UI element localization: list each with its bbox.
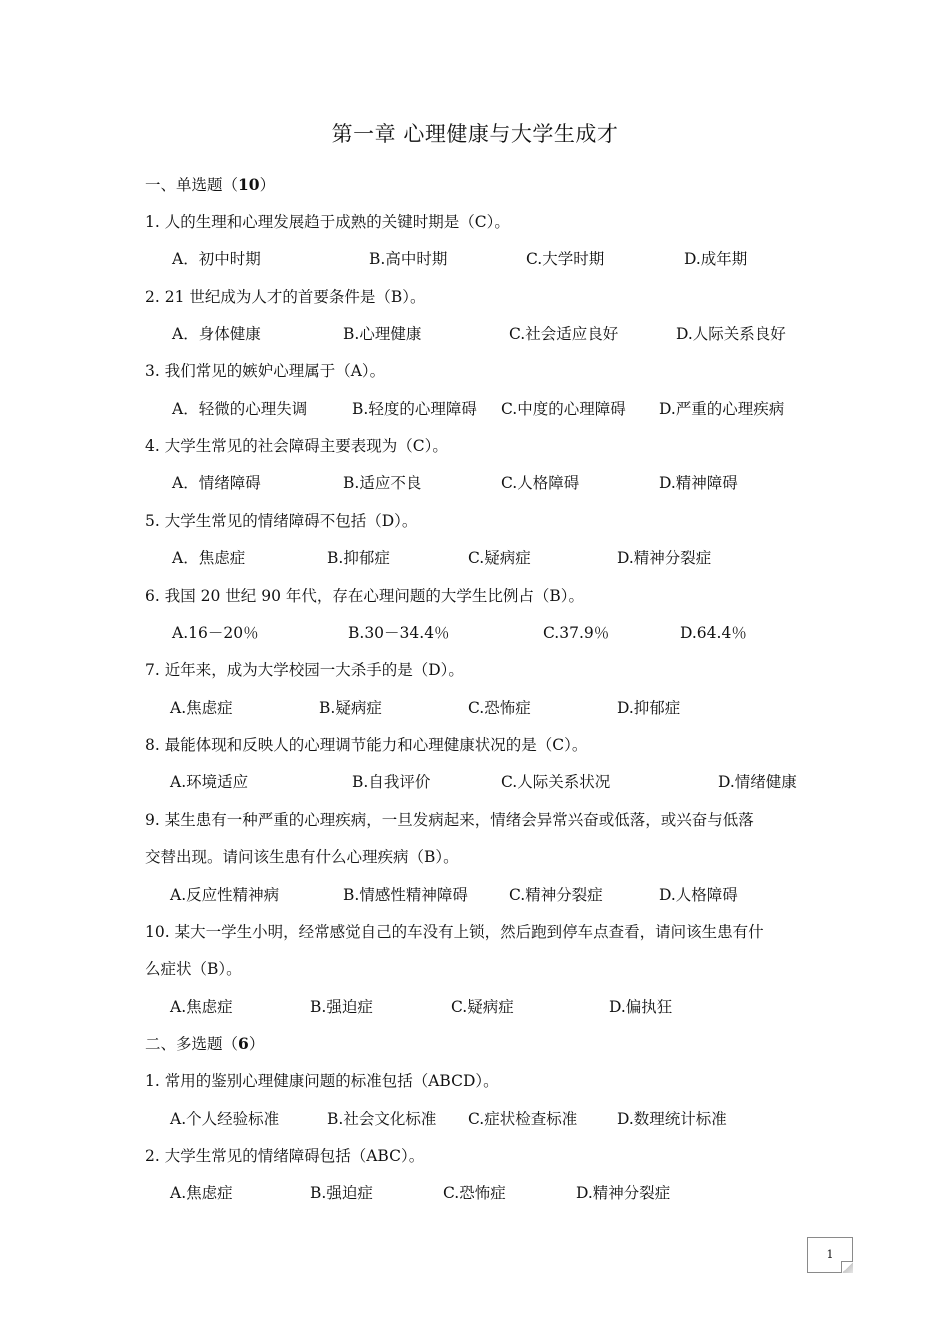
option-c: C.中度的心理障碍 — [501, 400, 626, 418]
option-b: B.抑郁症 — [327, 549, 390, 567]
option-d: D.抑郁症 — [617, 699, 681, 717]
option-c: C.37.9％ — [543, 624, 610, 642]
multi-question-2: 2. 大学生常见的情绪障碍包括（ABC）。 — [145, 1147, 425, 1165]
page-title: 第一章 心理健康与大学生成才 — [331, 122, 619, 146]
option-d: D.精神分裂症 — [576, 1184, 671, 1202]
question-2: 2. 21 世纪成为人才的首要条件是（B）。 — [145, 288, 426, 306]
section-heading-single-choice — [145, 175, 275, 195]
section-heading-suffix: ） — [248, 1035, 265, 1053]
option-a: A．轻微的心理失调 — [172, 400, 308, 418]
option-c: C.精神分裂症 — [509, 886, 603, 904]
section-heading-multiple-choice — [145, 1034, 264, 1054]
option-c: C.人格障碍 — [501, 474, 580, 492]
question-10-line-2: 么症状（B）。 — [145, 960, 242, 978]
option-d: D.人际关系良好 — [676, 325, 786, 343]
section-question-count: 10 — [238, 175, 260, 194]
option-c: C.疑病症 — [468, 549, 531, 567]
section-heading-prefix: 二、多选题（ — [145, 1035, 239, 1053]
question-4: 4. 大学生常见的社会障碍主要表现为（C）。 — [145, 437, 448, 455]
option-d: D.人格障碍 — [659, 886, 738, 904]
option-c: C.症状检查标准 — [468, 1110, 578, 1128]
section-heading-prefix: 一、单选题（ — [145, 176, 239, 194]
option-a: A．焦虑症 — [172, 549, 246, 567]
option-b: B.轻度的心理障碍 — [352, 400, 477, 418]
option-b: B.强迫症 — [310, 998, 373, 1016]
question-3: 3. 我们常见的嫉妒心理属于（A）。 — [145, 362, 386, 380]
option-b: B.30－34.4％ — [348, 624, 450, 642]
question-8: 8. 最能体现和反映人的心理调节能力和心理健康状况的是（C）。 — [145, 736, 588, 754]
option-a: A．情绪障碍 — [172, 474, 261, 492]
question-10-line-1: 10. 某大一学生小明，经常感觉自己的车没有上锁，然后跑到停车点查看，请问该生患有什 — [145, 923, 764, 941]
option-c: C.恐怖症 — [468, 699, 531, 717]
option-b: B.适应不良 — [343, 474, 422, 492]
option-d: D.偏执狂 — [609, 998, 673, 1016]
option-d: D.严重的心理疾病 — [659, 400, 785, 418]
question-7: 7. 近年来，成为大学校园一大杀手的是（D）。 — [145, 661, 464, 679]
option-d: D.情绪健康 — [718, 773, 797, 791]
option-b: B.强迫症 — [310, 1184, 373, 1202]
section-heading-suffix: ） — [259, 176, 276, 194]
question-9-line-1: 9. 某生患有一种严重的心理疾病，一旦发病起来，情绪会异常兴奋或低落，或兴奋与低落 — [145, 811, 754, 829]
option-b: B.情感性精神障碍 — [343, 886, 468, 904]
option-d: D.成年期 — [684, 250, 748, 268]
page-number: 1 — [826, 1248, 834, 1261]
question-6: 6. 我国 20 世纪 90 年代，存在心理问题的大学生比例占（B）。 — [145, 587, 585, 605]
option-a: A．身体健康 — [172, 325, 261, 343]
option-c: C.大学时期 — [526, 250, 605, 268]
option-c: C.社会适应良好 — [509, 325, 619, 343]
page-curl-icon — [841, 1261, 853, 1273]
option-a: A.反应性精神病 — [170, 886, 280, 904]
option-b: B.社会文化标准 — [327, 1110, 437, 1128]
option-a: A.环境适应 — [170, 773, 249, 791]
option-b: B.心理健康 — [343, 325, 422, 343]
option-a: A.焦虑症 — [170, 998, 233, 1016]
section-question-count: 6 — [238, 1034, 249, 1053]
question-9-line-2: 交替出现。请问该生患有什么心理疾病（B）。 — [145, 848, 459, 866]
question-1: 1. 人的生理和心理发展趋于成熟的关键时期是（C）。 — [145, 213, 510, 231]
page-number-box — [807, 1237, 853, 1273]
option-b: B.自我评价 — [352, 773, 431, 791]
option-b: B.疑病症 — [319, 699, 382, 717]
option-a: A.个人经验标准 — [170, 1110, 280, 1128]
option-b: B.高中时期 — [369, 250, 448, 268]
option-a: A.焦虑症 — [170, 1184, 233, 1202]
option-c: C.人际关系状况 — [501, 773, 611, 791]
option-c: C.恐怖症 — [443, 1184, 506, 1202]
option-c: C.疑病症 — [451, 998, 514, 1016]
option-a: A.16－20％ — [172, 624, 259, 642]
option-a: A.焦虑症 — [170, 699, 233, 717]
option-d: D.64.4％ — [680, 624, 747, 642]
multi-question-1: 1. 常用的鉴别心理健康问题的标准包括（ABCD）。 — [145, 1072, 499, 1090]
option-d: D.数理统计标准 — [617, 1110, 727, 1128]
option-d: D.精神障碍 — [659, 474, 738, 492]
question-5: 5. 大学生常见的情绪障碍不包括（D）。 — [145, 512, 418, 530]
option-a: A．初中时期 — [172, 250, 261, 268]
option-d: D.精神分裂症 — [617, 549, 712, 567]
